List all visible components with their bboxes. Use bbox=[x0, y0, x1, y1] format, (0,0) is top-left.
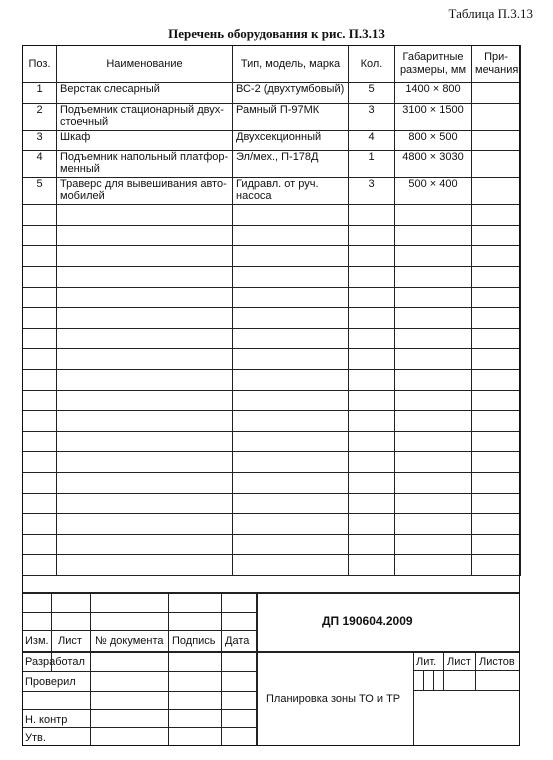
label-list: Лист bbox=[58, 635, 82, 647]
header-pos: Поз. bbox=[23, 46, 57, 83]
label-sheets: Листов bbox=[479, 656, 515, 668]
header-qty: Кол. bbox=[349, 46, 395, 83]
cell-dims: 1400 × 800 bbox=[395, 83, 472, 104]
cell-pos: 2 bbox=[23, 103, 57, 130]
header-dims: Габаритные размеры, мм bbox=[395, 46, 472, 83]
cell-type: Гидравл. от руч. насоса bbox=[233, 178, 349, 205]
label-sign: Подпись bbox=[172, 635, 216, 647]
cell-name: Шкаф bbox=[57, 130, 233, 151]
cell-type: Эл/мех., П-178Д bbox=[233, 151, 349, 178]
label-doc-no: № документа bbox=[95, 635, 164, 647]
cell-dims: 4800 × 3030 bbox=[395, 151, 472, 178]
cell-pos: 3 bbox=[23, 130, 57, 151]
header-name: Наименование bbox=[57, 46, 233, 83]
cell-qty: 3 bbox=[349, 103, 395, 130]
label-approved: Утв. bbox=[25, 732, 46, 744]
cell-qty: 4 bbox=[349, 130, 395, 151]
cell-name: Подъемник напольный платфор-менный bbox=[57, 151, 233, 178]
label-n-control: Н. контр bbox=[25, 714, 68, 726]
cell-name: Верстак слесарный bbox=[57, 83, 233, 104]
label-lit: Лит. bbox=[416, 656, 437, 668]
cell-dims: 3100 × 1500 bbox=[395, 103, 472, 130]
cell-name: Подъемник стационарный двух-стоечный bbox=[57, 103, 233, 130]
table-reference: Таблица П.3.13 bbox=[448, 6, 533, 21]
label-developed: Разработал bbox=[25, 656, 85, 668]
header-notes: При-мечания bbox=[472, 46, 521, 83]
label-checked: Проверил bbox=[25, 676, 76, 688]
cell-pos: 5 bbox=[23, 178, 57, 205]
drawing-title: Планировка зоны ТО и ТР bbox=[266, 693, 401, 705]
cell-type: ВС-2 (двухтумбовый) bbox=[233, 83, 349, 104]
label-date: Дата bbox=[225, 635, 250, 647]
cell-dims: 800 × 500 bbox=[395, 130, 472, 151]
label-sheet: Лист bbox=[447, 656, 471, 668]
header-type: Тип, модель, марка bbox=[233, 46, 349, 83]
document-code: ДП 190604.2009 bbox=[322, 614, 413, 628]
label-izm: Изм. bbox=[25, 635, 49, 647]
cell-qty: 5 bbox=[349, 83, 395, 104]
page-frame bbox=[22, 45, 520, 746]
cell-qty: 1 bbox=[349, 151, 395, 178]
cell-pos: 1 bbox=[23, 83, 57, 104]
document-title: Перечень оборудования к рис. П.3.13 bbox=[168, 26, 385, 41]
cell-type: Рамный П-97МК bbox=[233, 103, 349, 130]
cell-name: Траверс для вывешивания авто-мобилей bbox=[57, 178, 233, 205]
cell-qty: 3 bbox=[349, 178, 395, 205]
cell-dims: 500 × 400 bbox=[395, 178, 472, 205]
cell-pos: 4 bbox=[23, 151, 57, 178]
cell-type: Двухсекционный bbox=[233, 130, 349, 151]
